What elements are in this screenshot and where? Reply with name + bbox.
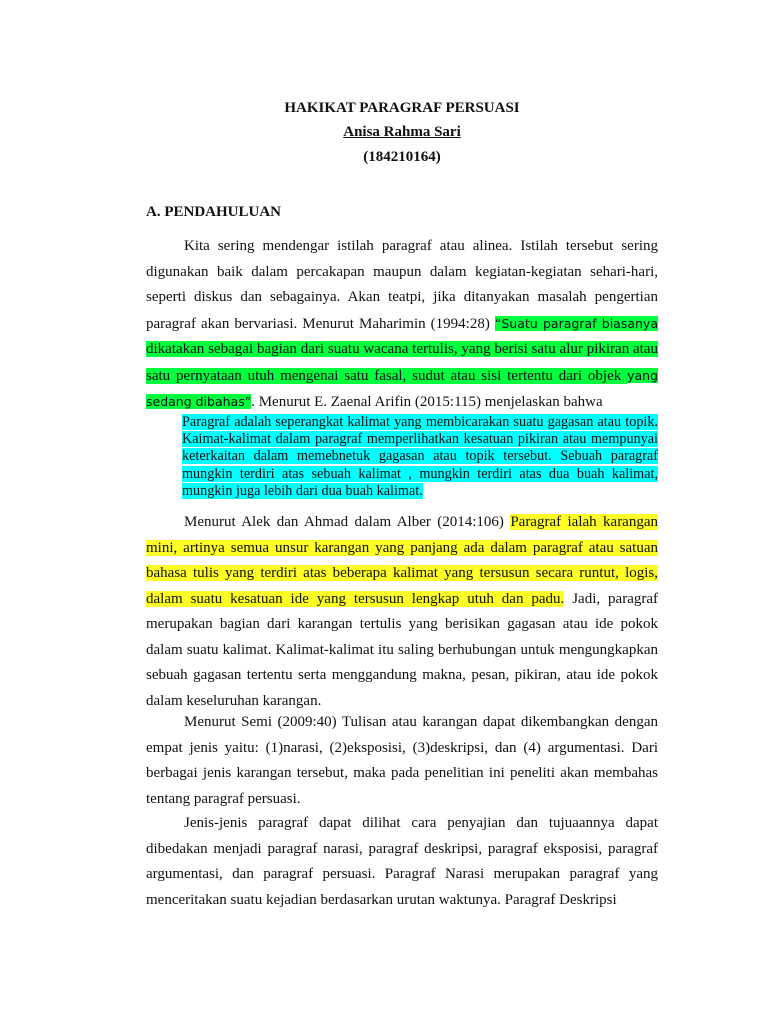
paragraph-definition-intro: Menurut Alek dan Ahmad dalam Alber (2014:106)	[184, 514, 511, 530]
block-quote-text: Paragraf adalah seperangkat kalimat yang membicarakan suatu gagasan atau topik. Kaimat-kalimat dalam paragraf memperlihatkan kesatuan pikiran atau mempunyai keterkaitan dalam memebnetuk gagasan atau topik tersebut. Sebuah paragraf mungkin terdiri atas sebuah kalimat , mungkin terdiri atas dua buah kalimat, mungkin juga lebih dari dua buah kalimat.	[182, 414, 658, 499]
highlight-quote-start: “Suatu paragraf biasanya	[494, 315, 658, 331]
section-heading: A. PENDAHULUAN	[146, 204, 281, 220]
paragraph-types-of-writing: Menurut Semi (2009:40) Tulisan atau karangan dapat dikembangkan dengan empat jenis yaitu: (1)narasi, (2)eksposisi, (3)deskripsi, dan (4) argumentasi. Dari berbagai jenis karangan tersebut, maka pada penelitian ini peneliti akan membahas tentang paragraf persuasi.	[146, 714, 658, 807]
highlight-quote-end: yang sedang dibahas”	[146, 367, 658, 409]
paragraph-types-of-paragraph: Jenis-jenis paragraf dapat dilihat cara penyajian dan tujuaannya dapat dibedakan menjadi paragraf narasi, paragraf deskripsi, paragraf eksposisi, paragraf argumentasi, dan paragraf persuasi. Paragraf Narasi merupakan paragraf yang menceritakan suatu kejadian berdasarkan urutan waktunya. Paragraf Deskripsi	[146, 815, 658, 908]
highlight-definition: Paragraf ialah karangan mini, artinya semua unsur karangan yang panjang ada dalam paragraf atau satuan bahasa tulis yang terdiri atas beberapa kalimat yang tersusun secara runtut, logis, dalam suatu kesatuan ide yang tersusun lengkap utuh dan padu.	[146, 514, 659, 607]
block-quote	[182, 414, 658, 500]
paragraph-intro-trailing: . Menurut E. Zaenal Arifin (2015:115) menjelaskan bahwa	[251, 394, 603, 410]
paragraph-intro-text: Kita sering mendengar istilah paragraf atau alinea. Istilah tersebut sering digunakan baik dalam percakapan maupun dalam kegiatan-kegiatan sehari-hari, seperti diskus dan sebagainya. Akan teatpi, jika ditanyakan masalah pengertian paragraf akan bervariasi. Menurut Maharimin (1994:28)	[146, 238, 658, 332]
highlight-quote-middle: dikatakan sebagai bagian dari suatu wacana tertulis, yang berisi satu alur pikiran atau satu pernyataan utuh mengenai satu fasal, sudut atau sisi tertentu dari objek	[146, 341, 658, 384]
paragraph-intro	[146, 234, 658, 416]
student-id: (184210164)	[363, 149, 441, 165]
document-title: HAKIKAT PARAGRAF PERSUASI	[284, 100, 520, 116]
paragraph-definition	[146, 510, 658, 714]
author-name: Anisa Rahma Sari	[343, 124, 461, 140]
paragraph-definition-rest: Jadi, paragraf merupakan bagian dari karangan tertulis yang berisikan gagasan atau ide pokok dalam suatu kalimat. Kalimat-kalimat itu saling berhubungan untuk mengungkapkan sebuah gagasan tertentu serta menggandung makna, pesan, pikiran, atau ide pokok dalam keseluruhan karangan.	[146, 590, 658, 709]
